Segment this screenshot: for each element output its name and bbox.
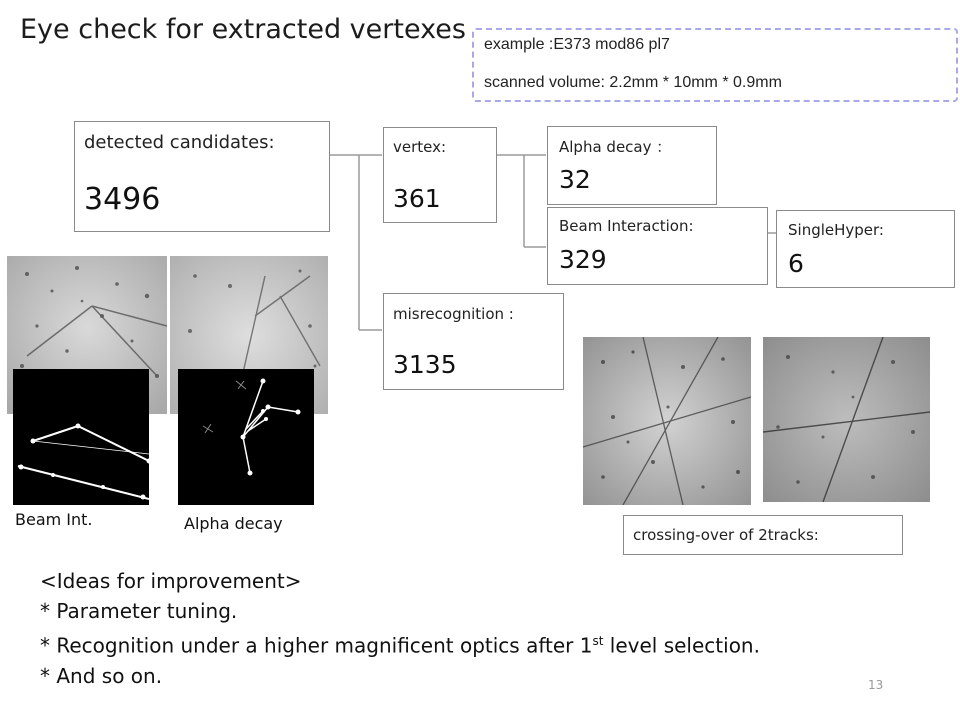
vertex-box — [383, 127, 497, 223]
misrecognition-value: 3135 — [393, 350, 457, 379]
idea-item: * And so on. — [40, 663, 163, 688]
ideas-heading: <Ideas for improvement> — [40, 569, 302, 593]
beam-interaction-label: Beam Interaction: — [559, 217, 694, 235]
idea-item-text: level selection. — [603, 633, 760, 658]
single-hyper-label: SingleHyper: — [788, 221, 884, 239]
crossing-caption-box — [623, 515, 903, 555]
vertex-value: 361 — [393, 184, 441, 213]
detected-candidates-value: 3496 — [84, 182, 161, 217]
alpha-decay-box — [547, 126, 717, 205]
crossing-caption: crossing-over of 2tracks: — [633, 526, 819, 544]
beam-int-reconstruction — [13, 369, 149, 505]
page-number: 13 — [868, 678, 884, 692]
alpha-decay-caption: Alpha decay — [184, 514, 283, 533]
misrecognition-label: misrecognition : — [393, 305, 514, 323]
beam-interaction-value: 329 — [559, 245, 607, 274]
example-label: example :E373 mod86 pl7 — [484, 36, 670, 53]
alpha-decay-label: Alpha decay ： — [559, 138, 672, 156]
alpha-decay-value: 32 — [559, 165, 591, 194]
alpha-decay-reconstruction — [178, 369, 314, 505]
single-hyper-value: 6 — [788, 249, 804, 278]
idea-item-text: * Recognition under a higher magnificent optics after 1 — [40, 633, 593, 658]
misrecognition-box — [383, 293, 564, 390]
single-hyper-box — [776, 210, 955, 288]
detected-candidates-label: detected candidates: — [84, 132, 275, 153]
scanned-volume-label: scanned volume: 2.2mm * 10mm * 0.9mm — [484, 74, 782, 91]
beam-int-caption: Beam Int. — [15, 510, 93, 529]
crossing-micrograph-2 — [763, 337, 930, 502]
beam-interaction-box — [547, 207, 768, 285]
idea-item: * Parameter tuning. — [40, 599, 238, 623]
detected-candidates-box — [74, 121, 330, 232]
crossing-micrograph-1 — [583, 337, 751, 505]
ordinal-suffix: st — [592, 634, 604, 648]
ideas-list — [40, 566, 760, 691]
page-title: Eye check for extracted vertexes — [20, 14, 466, 45]
vertex-label: vertex: — [393, 138, 447, 156]
idea-item — [40, 626, 760, 661]
